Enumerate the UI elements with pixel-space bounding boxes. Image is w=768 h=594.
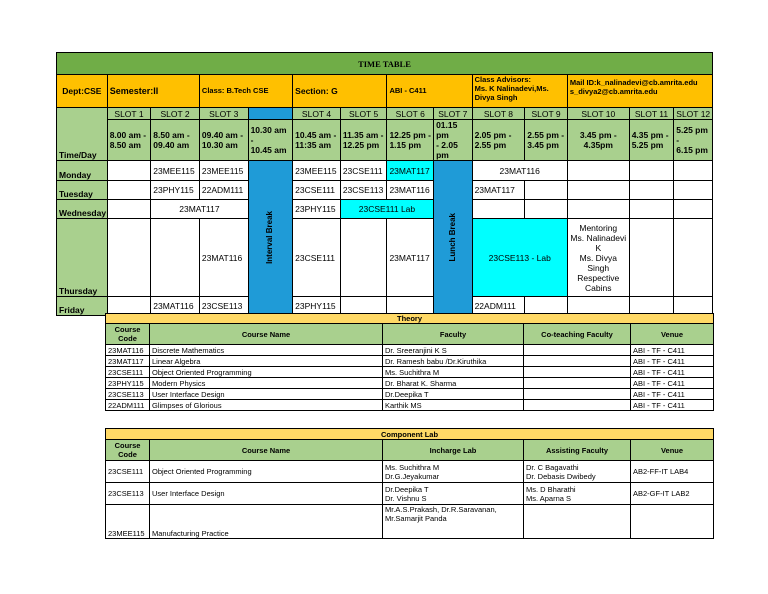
- cell: [567, 200, 629, 219]
- slot-time: 09.40 am - 10.30 am: [199, 120, 248, 161]
- coteach: [524, 400, 631, 411]
- venue: AB2-GF-IT LAB2: [631, 483, 714, 505]
- incharge: Dr.Deepika T Dr. Vishnu S: [383, 483, 524, 505]
- assisting: [524, 505, 631, 539]
- theory-table: [105, 313, 714, 411]
- course-name: Glimpses of Glorious: [150, 400, 383, 411]
- cell: [151, 219, 200, 297]
- cell: [107, 161, 151, 181]
- cell: [629, 200, 674, 219]
- course-code: 23MAT116: [106, 345, 150, 356]
- slot-time: 8.00 am - 8.50 am: [107, 120, 151, 161]
- slot-time: 4.35 pm - 5.25 pm: [629, 120, 674, 161]
- dept-label: Dept:CSE: [57, 75, 108, 108]
- day-tuesday: Tuesday: [57, 181, 108, 200]
- cell: [525, 181, 568, 200]
- venue: AB2-FF-IT LAB4: [631, 461, 714, 483]
- course-code: 23CSE113: [106, 483, 150, 505]
- cell: [107, 200, 151, 219]
- cell: [107, 181, 151, 200]
- slot-name: SLOT 5: [340, 108, 387, 120]
- faculty: Dr. Bharat K. Sharma: [383, 378, 524, 389]
- slot-name: SLOT 10: [567, 108, 629, 120]
- cell: [567, 161, 629, 181]
- day-thursday: Thursday: [57, 219, 108, 297]
- venue: ABI - TF - C411: [631, 367, 714, 378]
- mail-1: Mail ID:k_nalinadevi@cb.amrita.edu: [569, 78, 698, 87]
- col-venue: Venue: [631, 324, 714, 345]
- coteach: [524, 345, 631, 356]
- cell: 23PHY115: [293, 297, 341, 316]
- slot-name: [248, 108, 293, 120]
- lab-table: [105, 428, 714, 539]
- slot-name: SLOT 1: [107, 108, 151, 120]
- faculty: Karthik MS: [383, 400, 524, 411]
- cell: [629, 181, 674, 200]
- cell: 22ADM111: [472, 297, 525, 316]
- cell: 23CSE113 - Lab: [472, 219, 567, 297]
- slot-name: SLOT 8: [472, 108, 525, 120]
- cell: 23PHY115: [151, 181, 200, 200]
- page-title: TIME TABLE: [57, 53, 713, 75]
- course-name: User Interface Design: [150, 389, 383, 400]
- slot-name: SLOT 7: [434, 108, 473, 120]
- course-name: Modern Physics: [150, 378, 383, 389]
- cell: 23MEE115: [293, 161, 341, 181]
- course-code: 22ADM111: [106, 400, 150, 411]
- cell: 23MEE115: [151, 161, 200, 181]
- mentoring-cell: Mentoring Ms. Nalinadevi K Ms. Divya Singh Respective Cabins: [567, 219, 629, 297]
- slot-time: 01.15 pm - 2.05 pm: [434, 120, 473, 161]
- cell: 22ADM111: [199, 181, 248, 200]
- course-code: 23CSE113: [106, 389, 150, 400]
- cell: 23CSE111: [293, 219, 341, 297]
- table-row: [106, 389, 714, 400]
- cell: [567, 181, 629, 200]
- lunch-break-label: Lunch Break: [447, 212, 457, 262]
- cell: [629, 161, 674, 181]
- faculty: Dr. Ramesh babu /Dr.Kiruthika: [383, 356, 524, 367]
- cell: 23CSE111 Lab: [340, 200, 433, 219]
- venue: ABI - TF - C411: [631, 400, 714, 411]
- slot-name: SLOT 4: [293, 108, 341, 120]
- cell: 23MEE115: [199, 161, 248, 181]
- col-faculty: Faculty: [383, 324, 524, 345]
- table-row: [106, 461, 714, 483]
- advisors-label: Class Advisors:: [474, 75, 531, 84]
- class-label: Class: B.Tech CSE: [199, 75, 292, 108]
- interval-break-label: Interval Break: [265, 210, 275, 264]
- cell: 23MAT117: [472, 181, 525, 200]
- coteach: [524, 389, 631, 400]
- table-row: [106, 345, 714, 356]
- course-name: Linear Algebra: [150, 356, 383, 367]
- interval-break: [248, 161, 293, 316]
- cell: 23MAT117: [151, 200, 248, 219]
- cell: [629, 219, 674, 297]
- assisting: Ms. D Bharathi Ms. Aparna S: [524, 483, 631, 505]
- col-course-name: Course Name: [150, 324, 383, 345]
- table-row: [106, 483, 714, 505]
- venue: [631, 505, 714, 539]
- cell: [674, 161, 713, 181]
- cell: [107, 219, 151, 297]
- course-code: 23PHY115: [106, 378, 150, 389]
- table-row: [106, 400, 714, 411]
- cell: [674, 181, 713, 200]
- incharge: Ms. Suchithra M Dr.G.Jeyakumar: [383, 461, 524, 483]
- cell: [340, 219, 387, 297]
- col-course-code: Course Code: [106, 324, 150, 345]
- course-name: Manufacturing Practice: [150, 505, 383, 539]
- cell: 23MAT117: [387, 161, 434, 181]
- table-row: [106, 356, 714, 367]
- course-name: User Interface Design: [150, 483, 383, 505]
- slot-name: SLOT 6: [387, 108, 434, 120]
- slot-time: 10.45 am - 11:35 am: [293, 120, 341, 161]
- slot-time: 10.30 am - 10.45 am: [248, 120, 293, 161]
- slot-name: SLOT 3: [199, 108, 248, 120]
- venue: ABI - TF - C411: [631, 389, 714, 400]
- day-friday: Friday: [57, 297, 108, 316]
- cell: 23CSE111: [340, 161, 387, 181]
- table-row: [106, 378, 714, 389]
- section-label: Section: G: [293, 75, 387, 108]
- coteach: [524, 378, 631, 389]
- venue: ABI - TF - C411: [631, 378, 714, 389]
- day-wednesday: Wednesday: [57, 200, 108, 219]
- cell: [525, 200, 568, 219]
- table-row: [106, 367, 714, 378]
- col-course-name: Course Name: [150, 440, 383, 461]
- venue: ABI - TF - C411: [631, 356, 714, 367]
- col-course-code: Course Code: [106, 440, 150, 461]
- lab-title: Component Lab: [106, 429, 714, 440]
- course-code: 23CSE111: [106, 367, 150, 378]
- cell: [674, 219, 713, 297]
- faculty: Dr.Deepika T: [383, 389, 524, 400]
- coteach: [524, 367, 631, 378]
- assisting: Dr. C Bagavathi Dr. Debasis Dwibedy: [524, 461, 631, 483]
- col-assisting: Assisting Faculty: [524, 440, 631, 461]
- incharge: Mr.A.S.Prakash, Dr.R.Saravanan, Mr.Samarjit Panda: [383, 505, 524, 539]
- cell: 23MAT116: [199, 219, 248, 297]
- cell: [472, 200, 525, 219]
- slot-name: SLOT 11: [629, 108, 674, 120]
- slot-time: 8.50 am - 09.40 am: [151, 120, 200, 161]
- cell: 23PHY115: [293, 200, 341, 219]
- col-coteaching: Co-teaching Faculty: [524, 324, 631, 345]
- cell: [674, 200, 713, 219]
- slot-time: 5.25 pm - 6.15 pm: [674, 120, 713, 161]
- slot-time: 11.35 am - 12.25 pm: [340, 120, 387, 161]
- slot-name: SLOT 12: [674, 108, 713, 120]
- col-venue: Venue: [631, 440, 714, 461]
- cell: 23CSE113: [340, 181, 387, 200]
- cell: 23CSE111: [293, 181, 341, 200]
- semester-label: Semester:II: [107, 75, 199, 108]
- room-label: ABI - C411: [387, 75, 472, 108]
- cell: 23MAT117: [387, 219, 434, 297]
- class-advisors: [472, 75, 567, 108]
- cell: 23MAT116: [472, 161, 567, 181]
- course-code: 23CSE111: [106, 461, 150, 483]
- col-incharge: Incharge Lab: [383, 440, 524, 461]
- slot-time: 2.05 pm - 2.55 pm: [472, 120, 525, 161]
- course-name: Discrete Mathematics: [150, 345, 383, 356]
- cell: 23CSE113: [199, 297, 248, 316]
- timetable: [56, 52, 713, 316]
- slot-time: 2.55 pm - 3.45 pm: [525, 120, 568, 161]
- mail-2: s_divya2@cb.amrita.edu: [569, 87, 658, 96]
- course-code: 23MEE115: [106, 505, 150, 539]
- day-monday: Monday: [57, 161, 108, 181]
- advisors-names: Ms. K Nalinadevi,Ms. Divya Singh: [474, 84, 549, 102]
- table-row: [106, 505, 714, 539]
- slot-name: SLOT 2: [151, 108, 200, 120]
- mail-ids: [567, 75, 712, 108]
- faculty: Ms. Suchithra M: [383, 367, 524, 378]
- venue: ABI - TF - C411: [631, 345, 714, 356]
- slot-time: 12.25 pm - 1.15 pm: [387, 120, 434, 161]
- time-day-label: Time/Day: [57, 108, 108, 161]
- lunch-break: [434, 161, 473, 316]
- cell: 23MAT116: [387, 181, 434, 200]
- course-name: Object Oriented Programming: [150, 367, 383, 378]
- faculty: Dr. Sreeranjini K S: [383, 345, 524, 356]
- slot-name: SLOT 9: [525, 108, 568, 120]
- course-name: Object Oriented Programming: [150, 461, 383, 483]
- theory-title: Theory: [106, 314, 714, 324]
- cell: 23MAT116: [151, 297, 200, 316]
- course-code: 23MAT117: [106, 356, 150, 367]
- coteach: [524, 356, 631, 367]
- slot-time: 3.45 pm - 4.35pm: [567, 120, 629, 161]
